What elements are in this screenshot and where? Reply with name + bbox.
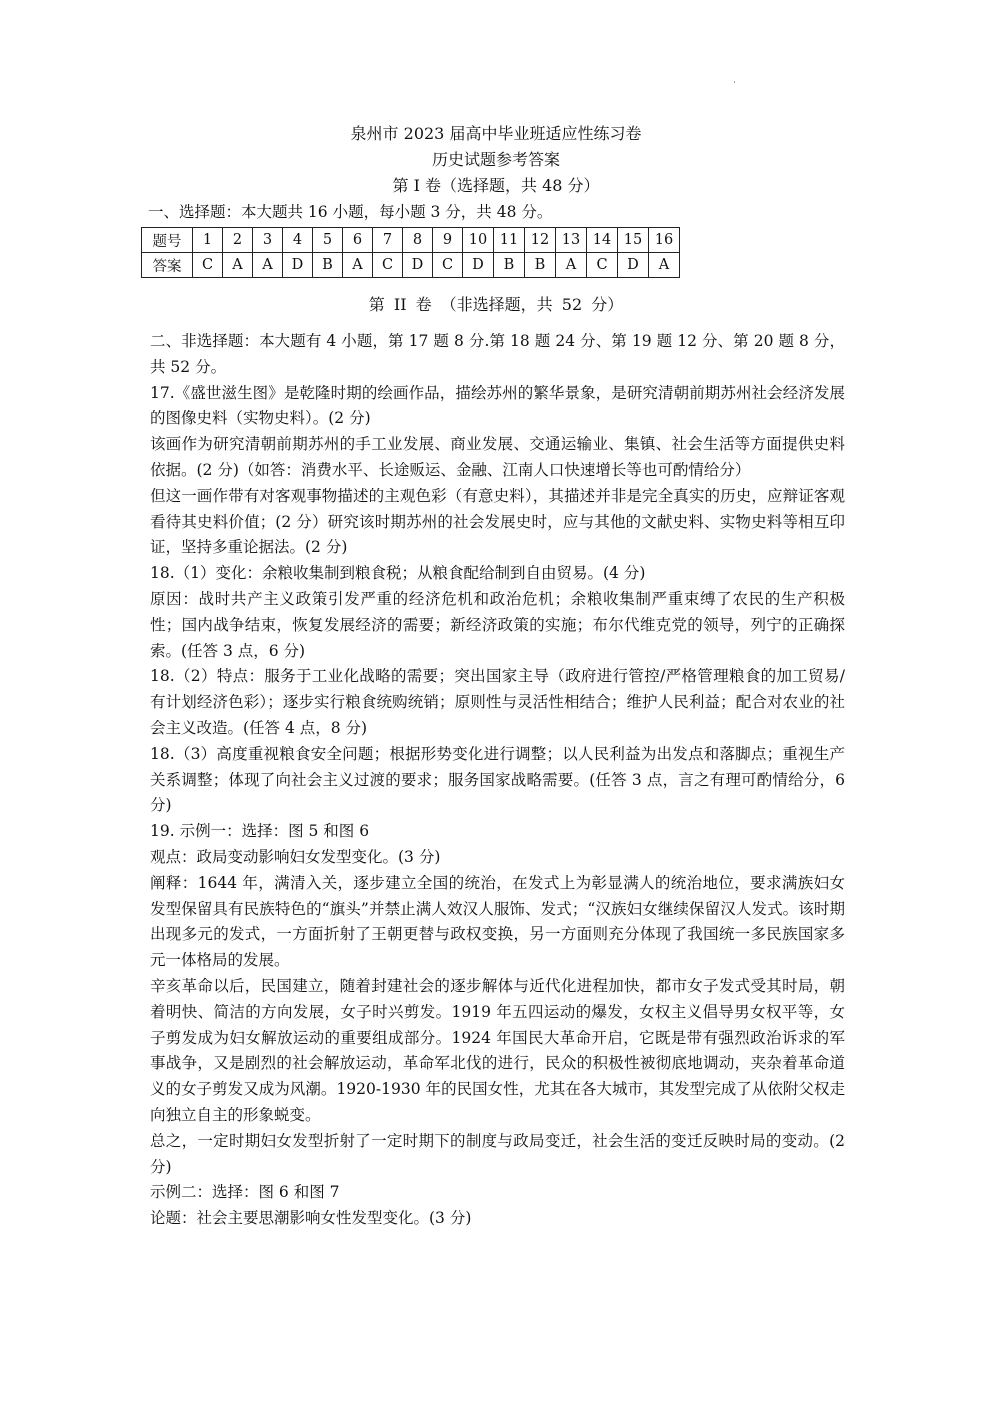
answer-table	[141, 227, 680, 278]
document-title: 泉州市 2023 届高中毕业班适应性练习卷	[350, 124, 642, 143]
answer-cell: B	[313, 253, 343, 278]
question-number-row	[142, 228, 680, 253]
q19-paragraph: 论题：社会主要思潮影响女性发型变化。(3 分)	[150, 1209, 472, 1228]
answer-cell: B	[494, 253, 525, 278]
answer-cell: C	[193, 253, 223, 278]
part2-title: 第 II 卷 （非选择题，共 52 分）	[368, 295, 624, 314]
answer-cell: C	[587, 253, 618, 278]
q18-paragraph: 18.（3）高度重视粮食安全问题；根据形势变化进行调整；以人民利益为出发点和落脚点；重视生产关系调整；体现了向社会主义过渡的要求；服务国家战略需要。(任答 3 点，言之有理可酌情给分，6 分)	[150, 744, 845, 815]
question-number: 8	[403, 228, 433, 253]
answer-cell: A	[649, 253, 680, 278]
question-number: 16	[649, 228, 680, 253]
row-label-answers: 答案	[142, 253, 193, 278]
question-number: 9	[433, 228, 463, 253]
answer-cell: A	[343, 253, 373, 278]
question-number: 1	[193, 228, 223, 253]
answer-cell: A	[556, 253, 587, 278]
question-number: 3	[253, 228, 283, 253]
answer-cell: B	[525, 253, 556, 278]
question-number: 14	[587, 228, 618, 253]
q19-paragraph: 总之，一定时期妇女发型折射了一定时期下的制度与政局变迁，社会生活的变迁反映时局的变动。(2 分)	[150, 1131, 845, 1176]
answer-cell: D	[283, 253, 313, 278]
answer-cell: C	[373, 253, 403, 278]
section1-heading: 一、选择题：本大题共 16 小题，每小题 3 分，共 48 分。	[148, 203, 553, 221]
corner-mark: ·	[733, 78, 736, 88]
q19-paragraph: 19. 示例一：选择：图 5 和图 6	[150, 822, 370, 841]
section2-intro: 二、非选择题：本大题有 4 小题，第 17 题 8 分.第 18 题 24 分、第 19 题 12 分、第 20 题 8 分，共 52 分。	[150, 332, 845, 376]
q18-paragraph: 18.（1）变化：余粮收集制到粮食税；从粮食配给制到自由贸易。(4 分)	[150, 564, 646, 583]
q17-paragraph: 但这一画作带有对客观事物描述的主观色彩（有意史料），其描述并非是完全真实的历史，应辩证客观看待其史料价值；(2 分）研究该时期苏州的社会发展史时，应与其他的文献史料、实物史料等相互印证，坚持多重论据法。(2 分)	[150, 486, 845, 557]
q18-paragraph: 原因：战时共产主义政策引发严重的经济危机和政治危机；余粮收集制严重束缚了农民的生产积极性；国内战争结束，恢复发展经济的需要；新经济政策的实施；布尔代维克党的领导，列宁的正确探索。(任答 3 点，6 分)	[150, 589, 845, 660]
q17-paragraph: 17.《盛世滋生图》是乾隆时期的绘画作品，描绘苏州的繁华景象，是研究清朝前期苏州社会经济发展的图像史料（实物史料）。(2 分)	[150, 383, 845, 428]
question-number: 15	[618, 228, 649, 253]
q17-paragraph: 该画作为研究清朝前期苏州的手工业发展、商业发展、交通运输业、集镇、社会生活等方面提供史料依据。(2 分)（如答：消费水平、长途贩运、金融、江南人口快速增长等也可酌情给分）	[150, 435, 845, 479]
q19-paragraph: 阐释：1644 年，满清入关，逐步建立全国的统治，在发式上为彰显满人的统治地位，要求满族妇女发型保留具有民族特色的“旗头”并禁止满人效汉人服饰、发式；“汉族妇女继续保留汉人发式。该时期出现多元的发式，一方面折射了王朝更替与政权变换，另一方面则充分体现了我国统一多民族国家多元一体格局的发展。	[150, 873, 845, 970]
answer-cell: A	[223, 253, 253, 278]
q19-paragraph: 观点：政局变动影响妇女发型变化。(3 分)	[150, 847, 441, 866]
question-number: 10	[463, 228, 494, 253]
answer-cell: C	[433, 253, 463, 278]
row-label-numbers: 题号	[142, 228, 193, 253]
question-number: 2	[223, 228, 253, 253]
answer-cell: D	[463, 253, 494, 278]
answer-cell: D	[618, 253, 649, 278]
question-number: 4	[283, 228, 313, 253]
answer-cell: A	[253, 253, 283, 278]
q19-paragraph: 示例二：选择：图 6 和图 7	[150, 1183, 340, 1202]
q19-paragraph: 辛亥革命以后，民国建立，随着封建社会的逐步解体与近代化进程加快，都市女子发式受其时局，朝着明快、简洁的方向发展，女子时兴剪发。1919 年五四运动的爆发，女权主义倡导男女权平等，女子剪发成为妇女解放运动的重要组成部分。1924 年国民大革命开启，它既是带有强烈政治诉求的军事战争，又是剧烈的社会解放运动，革命军北伐的进行，民众的积极性被彻底地调动，夹杂着革命道义的女子剪发又成为风潮。1920-1930 年的民国女性，尤其在各大城市，其发型完成了从依附父权走向独立自主的形象蜕变。	[150, 976, 845, 1124]
question-number: 11	[494, 228, 525, 253]
document-subtitle: 历史试题参考答案	[431, 150, 560, 169]
answer-row	[142, 253, 680, 278]
answer-body	[150, 329, 845, 1232]
answer-cell: D	[403, 253, 433, 278]
question-number: 7	[373, 228, 403, 253]
q18-paragraph: 18.（2）特点：服务于工业化战略的需要；突出国家主导（政府进行管控/严格管理粮食的加工贸易/有计划经济色彩）；逐步实行粮食统购统销；原则性与灵活性相结合；维护人民利益；配合对农业的社会主义改造。(任答 4 点，8 分)	[150, 667, 845, 737]
question-number: 13	[556, 228, 587, 253]
part1-title: 第 I 卷（选择题，共 48 分）	[392, 176, 600, 195]
question-number: 6	[343, 228, 373, 253]
question-number: 5	[313, 228, 343, 253]
question-number: 12	[525, 228, 556, 253]
